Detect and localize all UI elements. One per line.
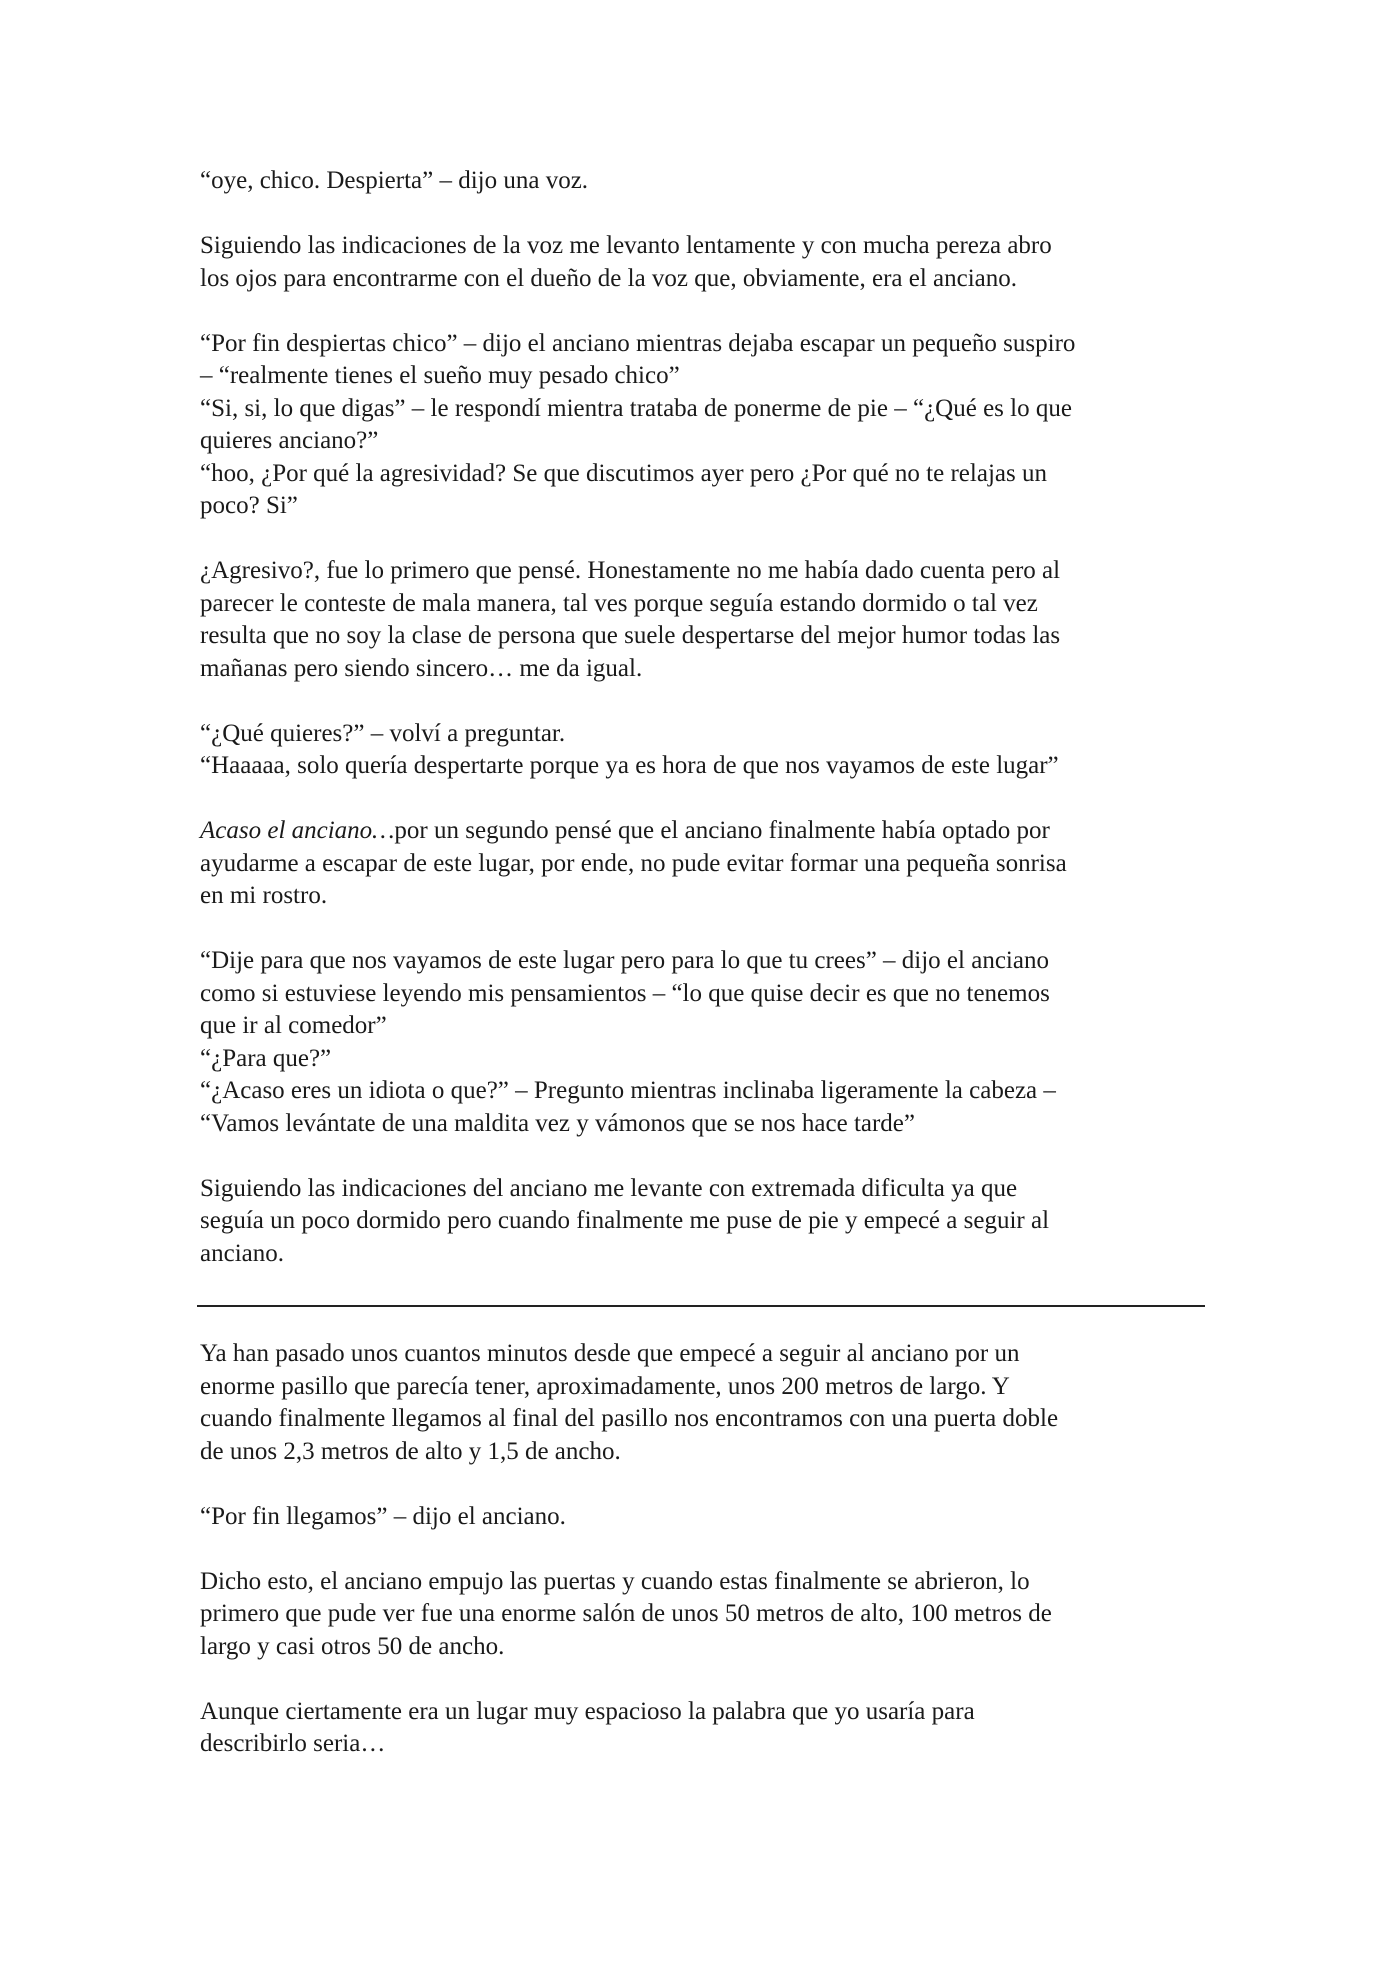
paragraph (200, 1173, 1210, 1271)
paragraph (200, 718, 1210, 783)
text-line: mañanas pero siendo sincero… me da igual. (200, 654, 643, 682)
text-line: Siguiendo las indicaciones de la voz me levanto lentamente y con mucha pereza abro (200, 232, 1052, 259)
text-line: como si estuviese leyendo mis pensamientos – “lo que quise decir es que no tenemos (200, 979, 1050, 1007)
text-line: seguía un poco dormido pero cuando finalmente me puse de pie y empecé a seguir al (200, 1207, 1050, 1234)
text-line: describirlo seria… (200, 1730, 386, 1757)
text-line (200, 815, 1210, 848)
paragraph (200, 1338, 1210, 1468)
paragraph (200, 1566, 1210, 1664)
text-line: “Por fin llegamos” – dijo el anciano. (200, 1502, 566, 1530)
text-line: primero que pude ver fue una enorme salón de unos 50 metros de alto, 100 metros de (200, 1600, 1052, 1627)
paragraph (200, 815, 1210, 913)
text-line: que ir al comedor” (200, 1012, 387, 1039)
text-line: cuando finalmente llegamos al final del pasillo nos encontramos con una puerta doble (200, 1405, 1059, 1432)
text-line: ayudarme a escapar de este lugar, por ende, no pude evitar formar una pequeña sonrisa (200, 849, 1067, 877)
paragraph (200, 230, 1210, 295)
text-line: ¿Agresivo?, fue lo primero que pensé. Honestamente no me había dado cuenta pero al (200, 557, 1061, 584)
paragraph (200, 1696, 1210, 1761)
text-line: de unos 2,3 metros de alto y 1,5 de ancho. (200, 1437, 621, 1465)
paragraph (200, 1501, 1210, 1534)
text-line: anciano. (200, 1239, 284, 1267)
paragraph (200, 328, 1210, 523)
paragraph (200, 945, 1210, 1140)
text-line: “¿Para que?” (200, 1044, 332, 1072)
text-line: “oye, chico. Despierta” – dijo una voz. (200, 167, 589, 194)
paragraph (200, 555, 1210, 685)
text-span: por un segundo pensé que el anciano finalmente había optado por (394, 817, 1050, 844)
text-line: los ojos para encontrarme con el dueño de la voz que, obviamente, era el anciano. (200, 264, 1018, 292)
text-line: “Dije para que nos vayamos de este lugar pero para lo que tu crees” – dijo el anciano (200, 947, 1049, 974)
text-line: “hoo, ¿Por qué la agresividad? Se que discutimos ayer pero ¿Por qué no te relajas un (200, 459, 1047, 487)
document-body-part-1 (200, 165, 1210, 1303)
text-line: “Si, si, lo que digas” – le respondí mientra trataba de ponerme de pie – “¿Qué es lo que (200, 394, 1072, 422)
text-line: parecer le conteste de mala manera, tal ves porque seguía estando dormido o tal vez (200, 589, 1038, 617)
text-line: Aunque ciertamente era un lugar muy espacioso la palabra que yo usaría para (200, 1697, 975, 1725)
text-line: Ya han pasado unos cuantos minutos desde que empecé a seguir al anciano por un (200, 1340, 1020, 1367)
text-line: en mi rostro. (200, 882, 328, 909)
text-line: Siguiendo las indicaciones del anciano me levante con extremada dificulta ya que (200, 1174, 1018, 1202)
text-line: “Por fin despiertas chico” – dijo el anciano mientras dejaba escapar un pequeño suspiro (200, 329, 1076, 357)
text-line: Dicho esto, el anciano empujo las puertas y cuando estas finalmente se abrieron, lo (200, 1567, 1030, 1595)
text-line: “¿Qué quieres?” – volví a preguntar. (200, 719, 566, 747)
text-line: “Vamos levántate de una maldita vez y vámonos que se nos hace tarde” (200, 1109, 916, 1137)
text-line: resulta que no soy la clase de persona que suele despertarse del mejor humor todas las (200, 622, 1061, 649)
paragraph (200, 165, 1210, 198)
text-line: largo y casi otros 50 de ancho. (200, 1632, 505, 1660)
italic-phrase: Acaso el anciano… (200, 817, 395, 844)
document-body-part-2 (200, 1338, 1210, 1793)
text-line: poco? Si” (200, 492, 298, 519)
text-line: “Haaaaa, solo quería despertarte porque ya es hora de que nos vayamos de este lugar” (200, 752, 1059, 779)
text-line: quieres anciano?” (200, 427, 379, 454)
text-line: “¿Acaso eres un idiota o que?” – Pregunto mientras inclinaba ligeramente la cabeza – (200, 1077, 1056, 1104)
section-divider (197, 1305, 1205, 1307)
text-line: enorme pasillo que parecía tener, aproximadamente, unos 200 metros de largo. Y (200, 1372, 1010, 1400)
text-line: – “realmente tienes el sueño muy pesado chico” (200, 362, 680, 389)
